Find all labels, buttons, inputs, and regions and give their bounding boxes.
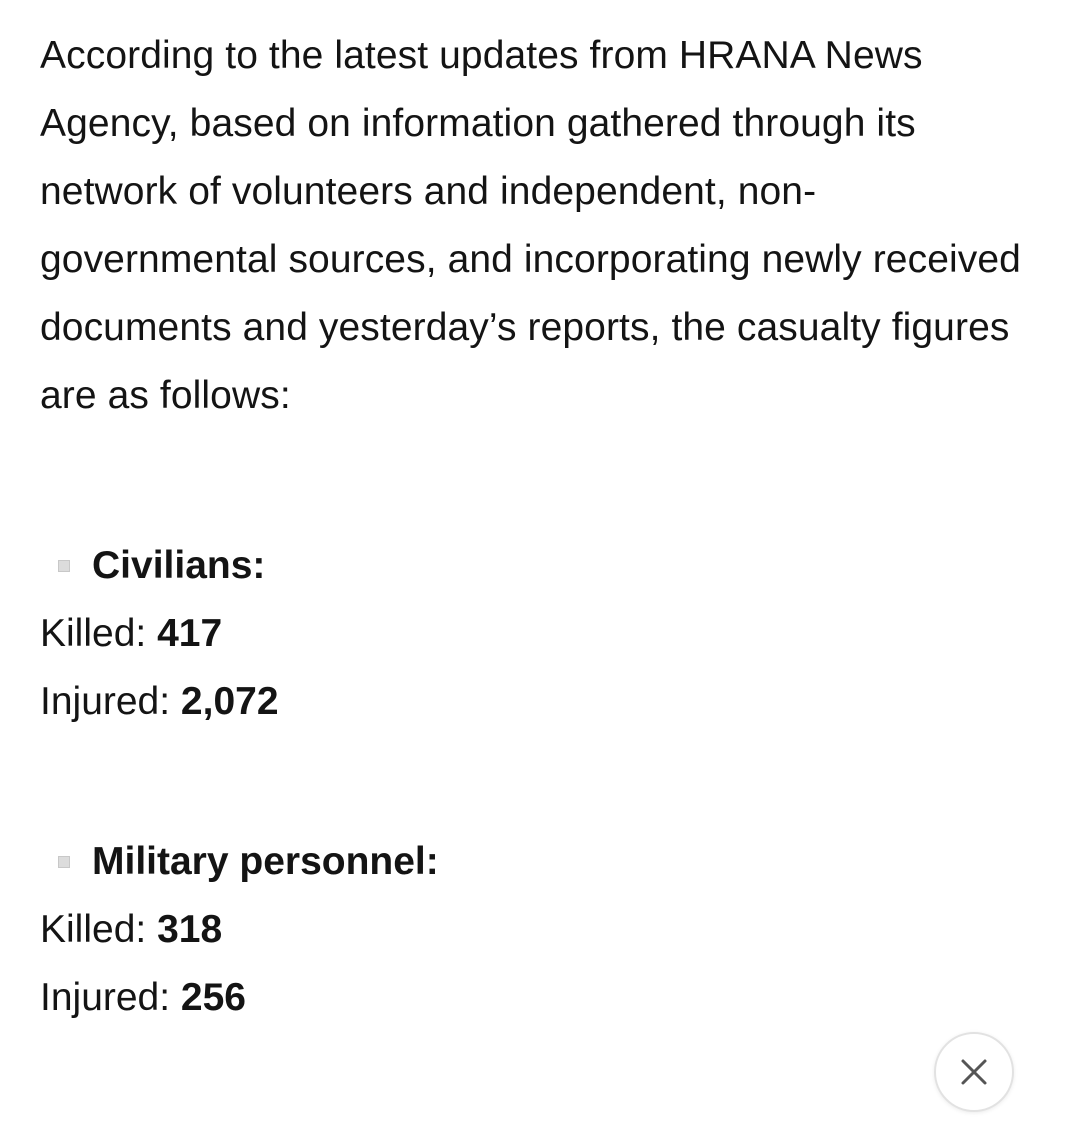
intro-paragraph: According to the latest updates from HRANA News Agency, based on information gathered through its network of volunteers and independent, non-governmental sources, and incorporating newly received documents and yesterday’s reports, the casualty figures are as follows: (40, 34, 1021, 417)
injured-line (40, 668, 1040, 736)
civilians-section (40, 532, 1040, 736)
injured-value: 256 (180, 976, 246, 1019)
section-title: Civilians: (92, 544, 266, 587)
injured-label: Injured: (40, 680, 181, 723)
injured-line (40, 964, 1040, 1032)
section-heading (40, 828, 1040, 896)
killed-value: 318 (157, 908, 223, 951)
military-section (40, 828, 1040, 1032)
close-icon (959, 1057, 989, 1087)
killed-label: Killed: (40, 612, 158, 655)
killed-line (40, 600, 1040, 668)
killed-label: Killed: (40, 908, 158, 951)
square-bullet-icon (58, 856, 70, 868)
article-body (40, 22, 1040, 1032)
square-bullet-icon (58, 560, 70, 572)
injured-value: 2,072 (180, 680, 279, 723)
killed-value: 417 (157, 612, 223, 655)
section-heading (40, 532, 1040, 600)
close-button[interactable] (934, 1032, 1014, 1112)
injured-label: Injured: (40, 976, 181, 1019)
killed-line (40, 896, 1040, 964)
section-title: Military personnel: (92, 840, 439, 883)
